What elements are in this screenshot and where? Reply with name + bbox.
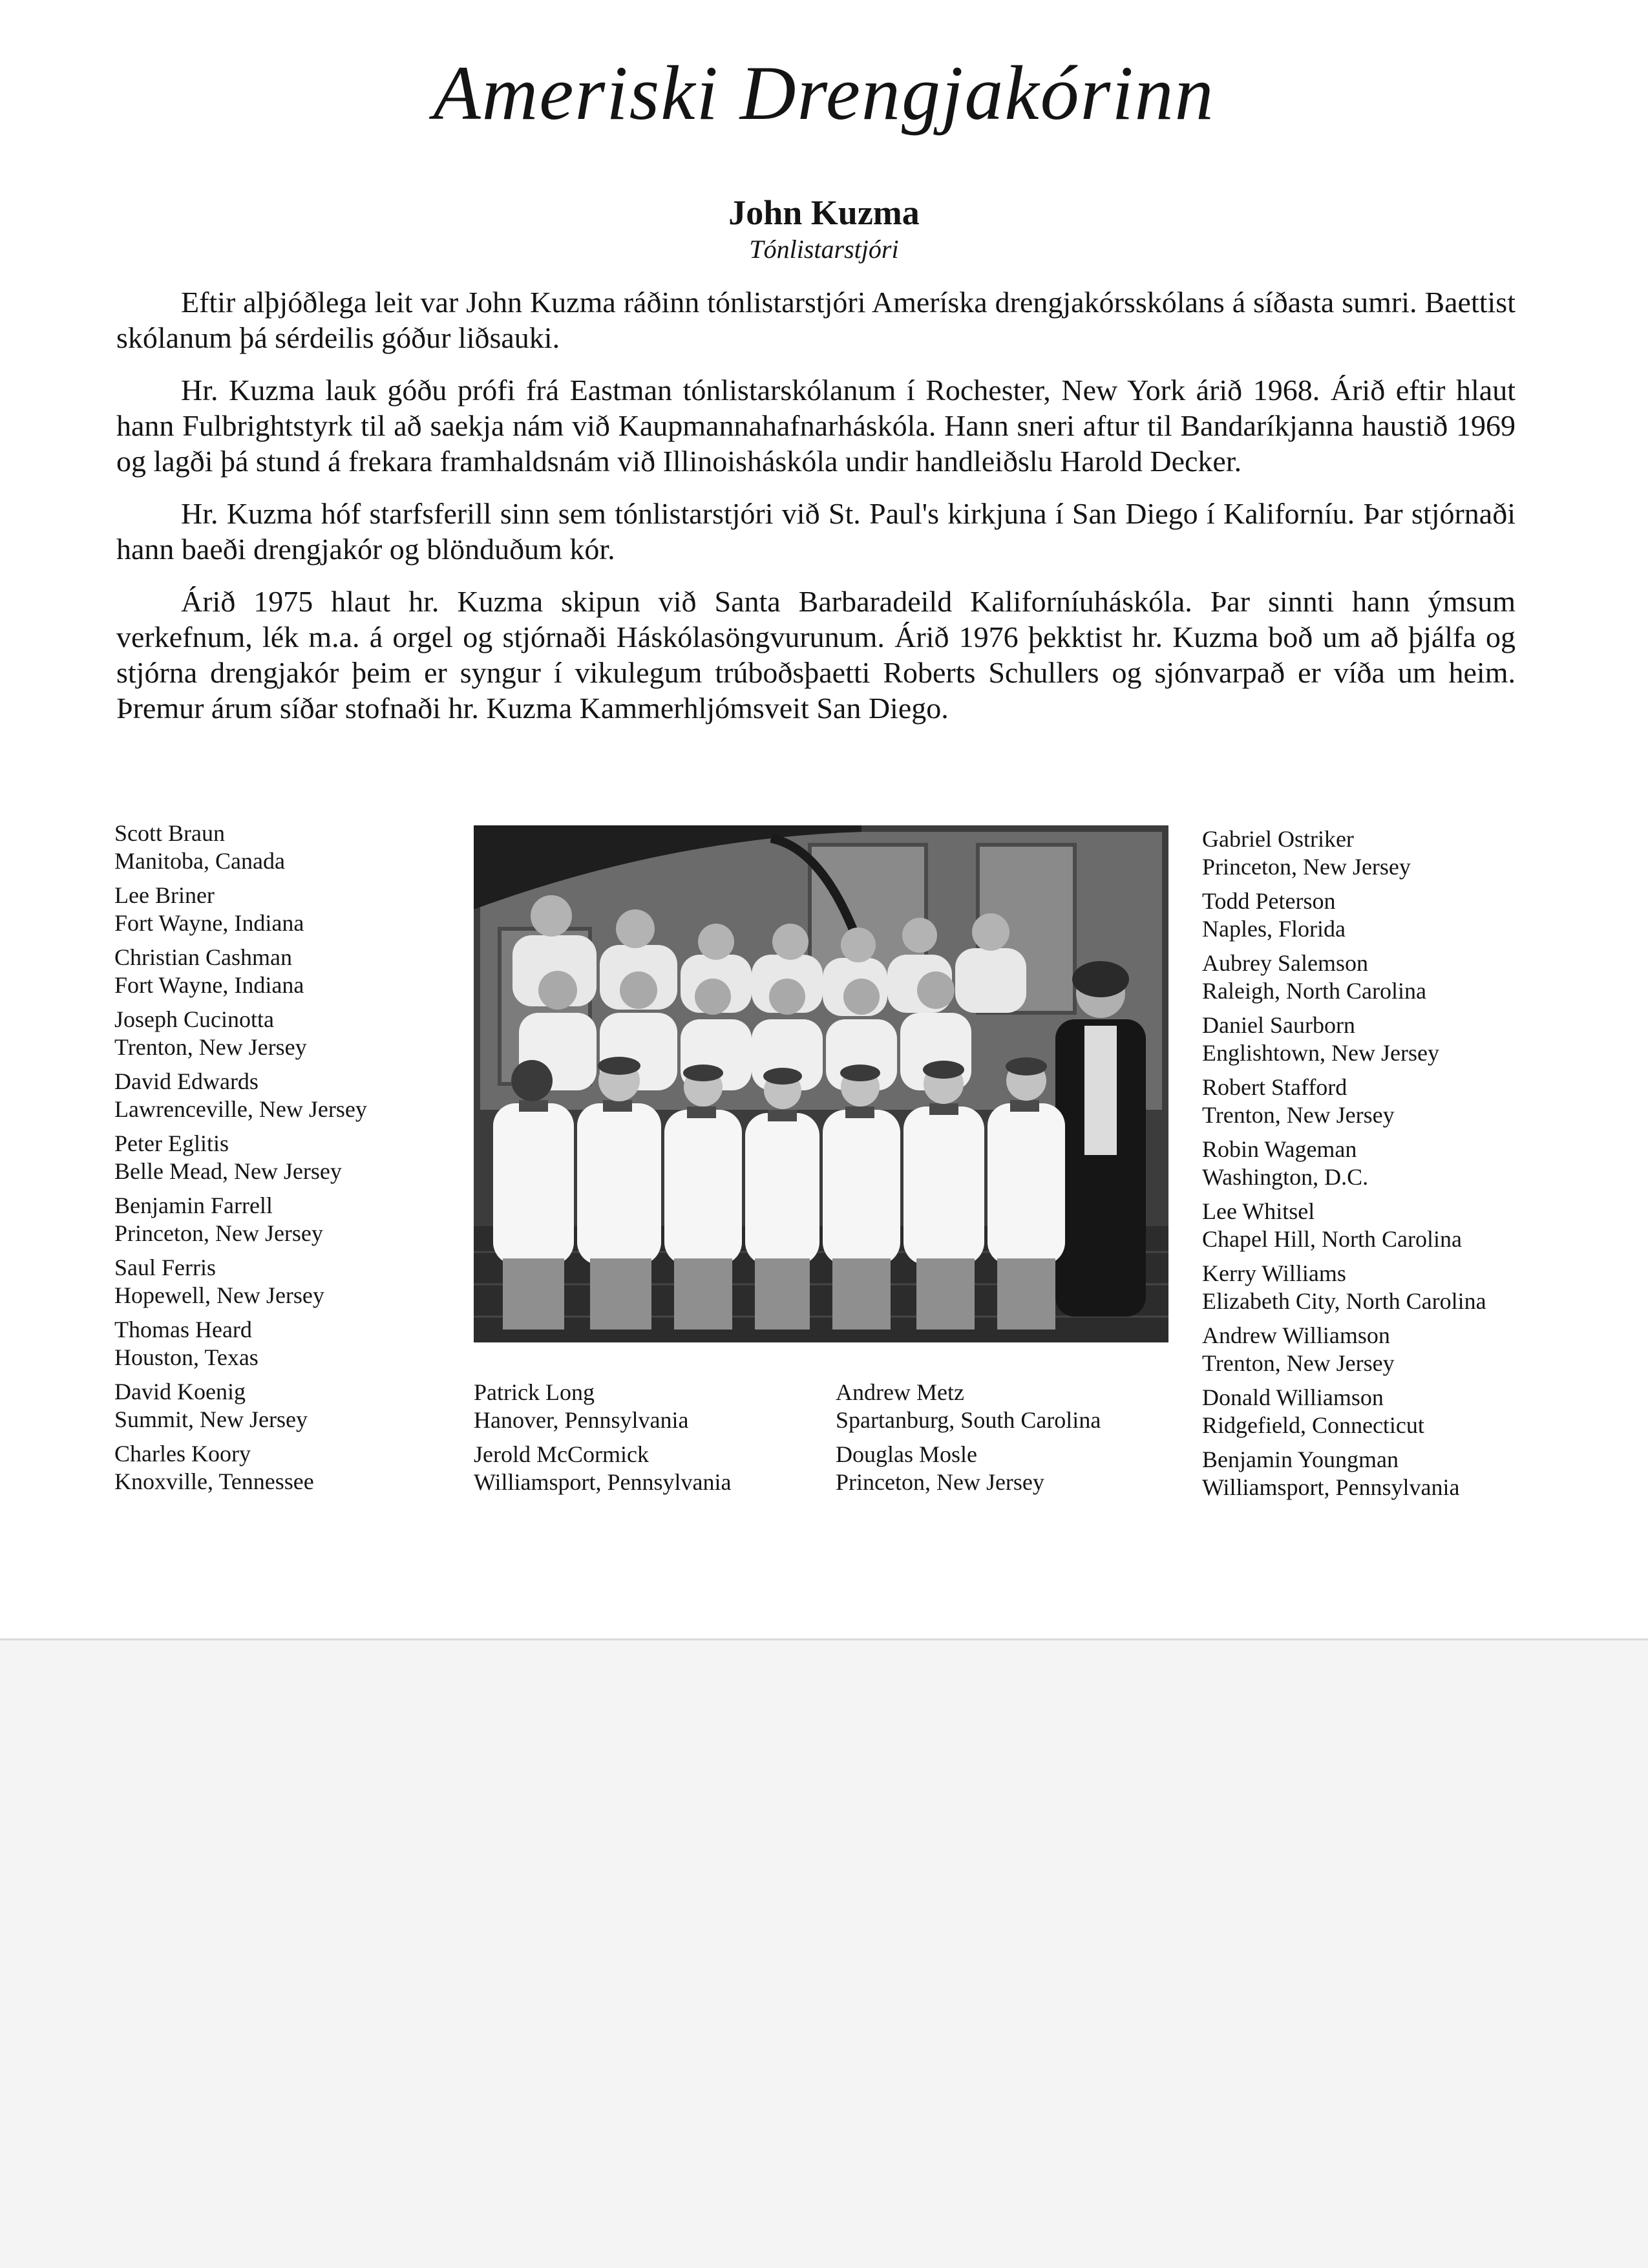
member-place: Princeton, New Jersey (836, 1469, 1044, 1495)
member-place: Manitoba, Canada (114, 848, 285, 874)
member-name: Robert Stafford (1202, 1074, 1347, 1100)
member-name: Saul Ferris (114, 1255, 216, 1280)
member-name: Christian Cashman (114, 944, 292, 970)
member-place: Trenton, New Jersey (114, 1034, 307, 1060)
member-place: Spartanburg, South Carolina (836, 1407, 1101, 1433)
member-place: Trenton, New Jersey (1202, 1102, 1395, 1128)
member-entry (1202, 1260, 1486, 1315)
member-name: Andrew Williamson (1202, 1322, 1390, 1348)
member-name: Lee Whitsel (1202, 1198, 1315, 1224)
members-list-bottom-1 (474, 1379, 732, 1503)
member-name: Donald Williamson (1202, 1384, 1384, 1410)
members-list-right (1202, 825, 1486, 1508)
biography-text (116, 284, 1516, 743)
member-place: Houston, Texas (114, 1344, 259, 1370)
member-place: Williamsport, Pennsylvania (474, 1469, 732, 1495)
member-name: Lee Briner (114, 882, 215, 908)
member-name: Douglas Mosle (836, 1441, 977, 1467)
member-name: Jerold McCormick (474, 1441, 649, 1467)
member-entry (836, 1379, 1101, 1434)
member-entry (1202, 1074, 1486, 1129)
choir-photo (474, 825, 1168, 1342)
member-entry (474, 1379, 732, 1434)
member-name: Joseph Cucinotta (114, 1006, 274, 1032)
member-place: Hopewell, New Jersey (114, 1282, 324, 1308)
member-place: Chapel Hill, North Carolina (1202, 1226, 1462, 1252)
member-place: Lawrenceville, New Jersey (114, 1096, 367, 1122)
member-entry (114, 820, 367, 875)
member-name: Scott Braun (114, 820, 225, 846)
author-name: John Kuzma (728, 193, 920, 232)
member-place: Raleigh, North Carolina (1202, 978, 1426, 1004)
member-entry (1202, 825, 1486, 881)
member-place: Hanover, Pennsylvania (474, 1407, 689, 1433)
member-place: Williamsport, Pennsylvania (1202, 1474, 1460, 1500)
member-place: Knoxville, Tennessee (114, 1468, 314, 1494)
member-name: Benjamin Farrell (114, 1192, 273, 1218)
member-name: Todd Peterson (1202, 888, 1336, 914)
member-entry (1202, 1322, 1486, 1377)
member-name: David Koenig (114, 1379, 246, 1404)
member-entry (1202, 1384, 1486, 1439)
member-entry (114, 1130, 367, 1185)
member-place: Fort Wayne, Indiana (114, 972, 304, 998)
member-entry (114, 1254, 367, 1309)
member-name: Daniel Saurborn (1202, 1012, 1355, 1038)
member-name: Robin Wageman (1202, 1136, 1357, 1162)
member-entry (836, 1441, 1101, 1496)
member-name: Thomas Heard (114, 1317, 252, 1342)
member-place: Englishtown, New Jersey (1202, 1040, 1439, 1066)
member-name: Gabriel Ostriker (1202, 826, 1354, 852)
member-entry (114, 1068, 367, 1123)
member-entry (474, 1441, 732, 1496)
member-entry (114, 944, 367, 999)
member-entry (1202, 1198, 1486, 1253)
member-entry (114, 1378, 367, 1434)
member-name: Peter Eglitis (114, 1130, 229, 1156)
member-entry (1202, 1446, 1486, 1501)
paragraph: Hr. Kuzma hóf starfsferill sinn sem tónlistarstjóri við St. Paul's kirkjuna í San Diego í Kaliforníu. Þar stjórnaði hann baeði drengjakór og blönduðum kór. (116, 497, 1516, 566)
member-place: Princeton, New Jersey (1202, 854, 1411, 880)
member-place: Princeton, New Jersey (114, 1220, 323, 1246)
member-entry (1202, 1136, 1486, 1191)
member-place: Summit, New Jersey (114, 1406, 308, 1432)
member-place: Belle Mead, New Jersey (114, 1158, 342, 1184)
member-place: Washington, D.C. (1202, 1164, 1369, 1190)
member-place: Fort Wayne, Indiana (114, 910, 304, 936)
choir-photo-illustration (474, 825, 1168, 1342)
member-name: Kerry Williams (1202, 1260, 1346, 1286)
member-entry (114, 1440, 367, 1496)
member-name: Andrew Metz (836, 1379, 964, 1405)
member-entry (114, 1192, 367, 1247)
members-list-bottom-2 (836, 1379, 1101, 1503)
member-entry (1202, 1012, 1486, 1067)
member-name: Patrick Long (474, 1379, 595, 1405)
member-name: David Edwards (114, 1068, 259, 1094)
member-entry (1202, 949, 1486, 1005)
paragraph: Árið 1975 hlaut hr. Kuzma skipun við Santa Barbaradeild Kaliforníuháskóla. Þar sinnti hann ýmsum verkefnum, lék m.a. á orgel og stjórnaði Háskólasöngvurunum. Árið 1976 þekktist hr. Kuzma boð um að þjálfa og stjórna drengjakór þeim er syngur í vikulegum trúboðsþaetti Roberts Schullers og sjónvarpað er víða um heim. Þremur árum síðar stofnaði hr. Kuzma Kammerhljómsveit San Diego. (116, 585, 1516, 725)
author-role: Tónlistarstjóri (749, 235, 899, 264)
member-place: Elizabeth City, North Carolina (1202, 1288, 1486, 1314)
member-place: Naples, Florida (1202, 916, 1346, 942)
member-entry (114, 1316, 367, 1372)
paragraph: Hr. Kuzma lauk góðu prófi frá Eastman tónlistarskólanum í Rochester, New York árið 1968. Árið eftir hlaut hann Fulbrightstyrk til að saekja nám við Kaupmannahafnarháskóla. Hann sneri aftur til Bandaríkjanna haustið 1969 og lagði þá stund á frekara framhaldsnám við Illinoisháskóla undir handleiðslu Harold Decker. (116, 374, 1516, 478)
page-title: Ameriski Drengjakórinn (433, 50, 1215, 136)
member-entry (1202, 887, 1486, 943)
member-place: Trenton, New Jersey (1202, 1350, 1395, 1376)
member-place: Ridgefield, Connecticut (1202, 1412, 1424, 1438)
member-entry (114, 882, 367, 937)
member-name: Benjamin Youngman (1202, 1447, 1399, 1472)
member-name: Charles Koory (114, 1441, 251, 1467)
members-list-left (114, 820, 367, 1502)
member-entry (114, 1006, 367, 1061)
member-name: Aubrey Salemson (1202, 950, 1368, 976)
paragraph: Eftir alþjóðlega leit var John Kuzma ráðinn tónlistarstjóri Ameríska drengjakórsskólans á síðasta sumri. Baettist skólanum þá sérdeilis góður liðsauki. (116, 286, 1516, 354)
